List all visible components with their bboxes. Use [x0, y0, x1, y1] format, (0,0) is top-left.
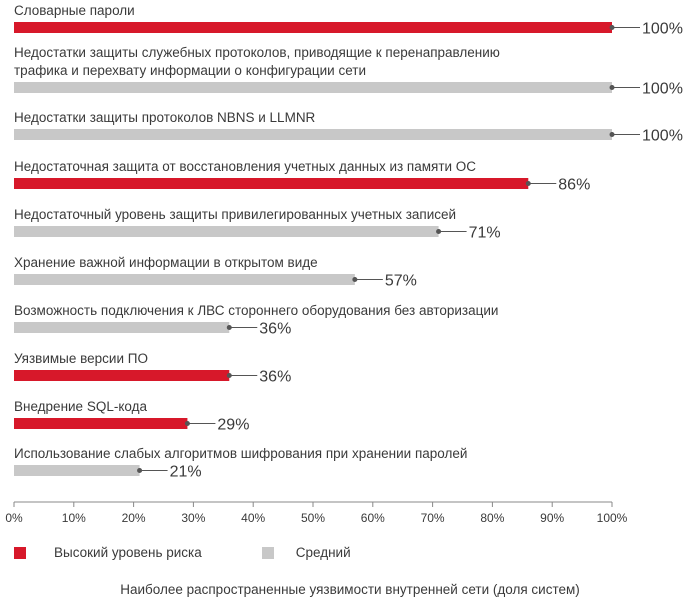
category-label: Недостаточный уровень защиты привилегированных учетных записей — [14, 207, 457, 222]
value-label: 71% — [468, 224, 501, 242]
bar — [14, 322, 229, 333]
legend-item-high — [14, 545, 202, 560]
leader-dot — [610, 85, 615, 90]
chart-caption: Наиболее распространенные уязвимости внутренней сети (доля систем) — [120, 582, 580, 597]
leader-dot — [526, 181, 531, 186]
legend-label-high: Высокий уровень риска — [54, 545, 202, 560]
value-label: 29% — [217, 416, 250, 434]
bar — [14, 82, 612, 93]
value-label: 100% — [642, 80, 683, 98]
x-tick-label: 10% — [61, 511, 86, 525]
leader-dot — [610, 132, 615, 137]
bar — [14, 226, 439, 237]
x-tick-label: 60% — [360, 511, 385, 525]
x-tick-label: 80% — [480, 511, 505, 525]
leader-dot — [436, 229, 441, 234]
bar — [14, 22, 612, 33]
leader-dot — [610, 25, 615, 30]
category-label: Внедрение SQL-кода — [14, 399, 147, 414]
leader-dot — [185, 421, 190, 426]
bar — [14, 370, 229, 381]
legend-item-medium — [262, 545, 351, 560]
x-tick-label: 90% — [540, 511, 565, 525]
bar — [14, 178, 528, 189]
category-label: Недостаточная защита от восстановления учетных данных из памяти ОС — [14, 159, 477, 174]
category-label: Недостатки защиты протоколов NBNS и LLMNR — [14, 110, 316, 125]
x-tick-label: 0% — [5, 511, 23, 525]
leader-dot — [352, 277, 357, 282]
category-label: трафика и перехвату информации о конфигурации сети — [14, 63, 366, 78]
value-label: 36% — [259, 320, 292, 338]
value-label: 86% — [558, 176, 591, 194]
x-tick-label: 40% — [241, 511, 266, 525]
category-label: Возможность подключения к ЛВС стороннего оборудования без авторизации — [14, 303, 499, 318]
value-label: 36% — [259, 368, 292, 386]
category-label: Хранение важной информации в открытом виде — [14, 255, 318, 270]
legend — [14, 545, 411, 560]
category-label: Использование слабых алгоритмов шифрования при хранении паролей — [14, 446, 468, 461]
legend-label-medium: Средний — [295, 545, 351, 560]
x-tick-label: 100% — [596, 511, 628, 525]
category-label: Словарные пароли — [14, 3, 135, 18]
bar — [14, 465, 140, 476]
legend-swatch-high — [14, 547, 26, 559]
value-label: 100% — [642, 127, 683, 145]
bar — [14, 274, 355, 285]
bar — [14, 418, 187, 429]
x-tick-label: 30% — [181, 511, 206, 525]
x-tick-label: 20% — [121, 511, 146, 525]
category-label: Недостатки защиты служебных протоколов, приводящие к перенаправлению — [14, 45, 500, 60]
leader-dot — [227, 373, 232, 378]
x-tick-label: 70% — [420, 511, 445, 525]
leader-dot — [227, 325, 232, 330]
value-label: 57% — [384, 272, 417, 290]
value-label: 21% — [169, 463, 202, 481]
x-tick-label: 50% — [300, 511, 326, 525]
category-label: Уязвимые версии ПО — [14, 351, 148, 366]
legend-swatch-medium — [262, 547, 274, 559]
bar — [14, 129, 612, 140]
value-label: 100% — [642, 20, 683, 38]
leader-dot — [137, 468, 142, 473]
